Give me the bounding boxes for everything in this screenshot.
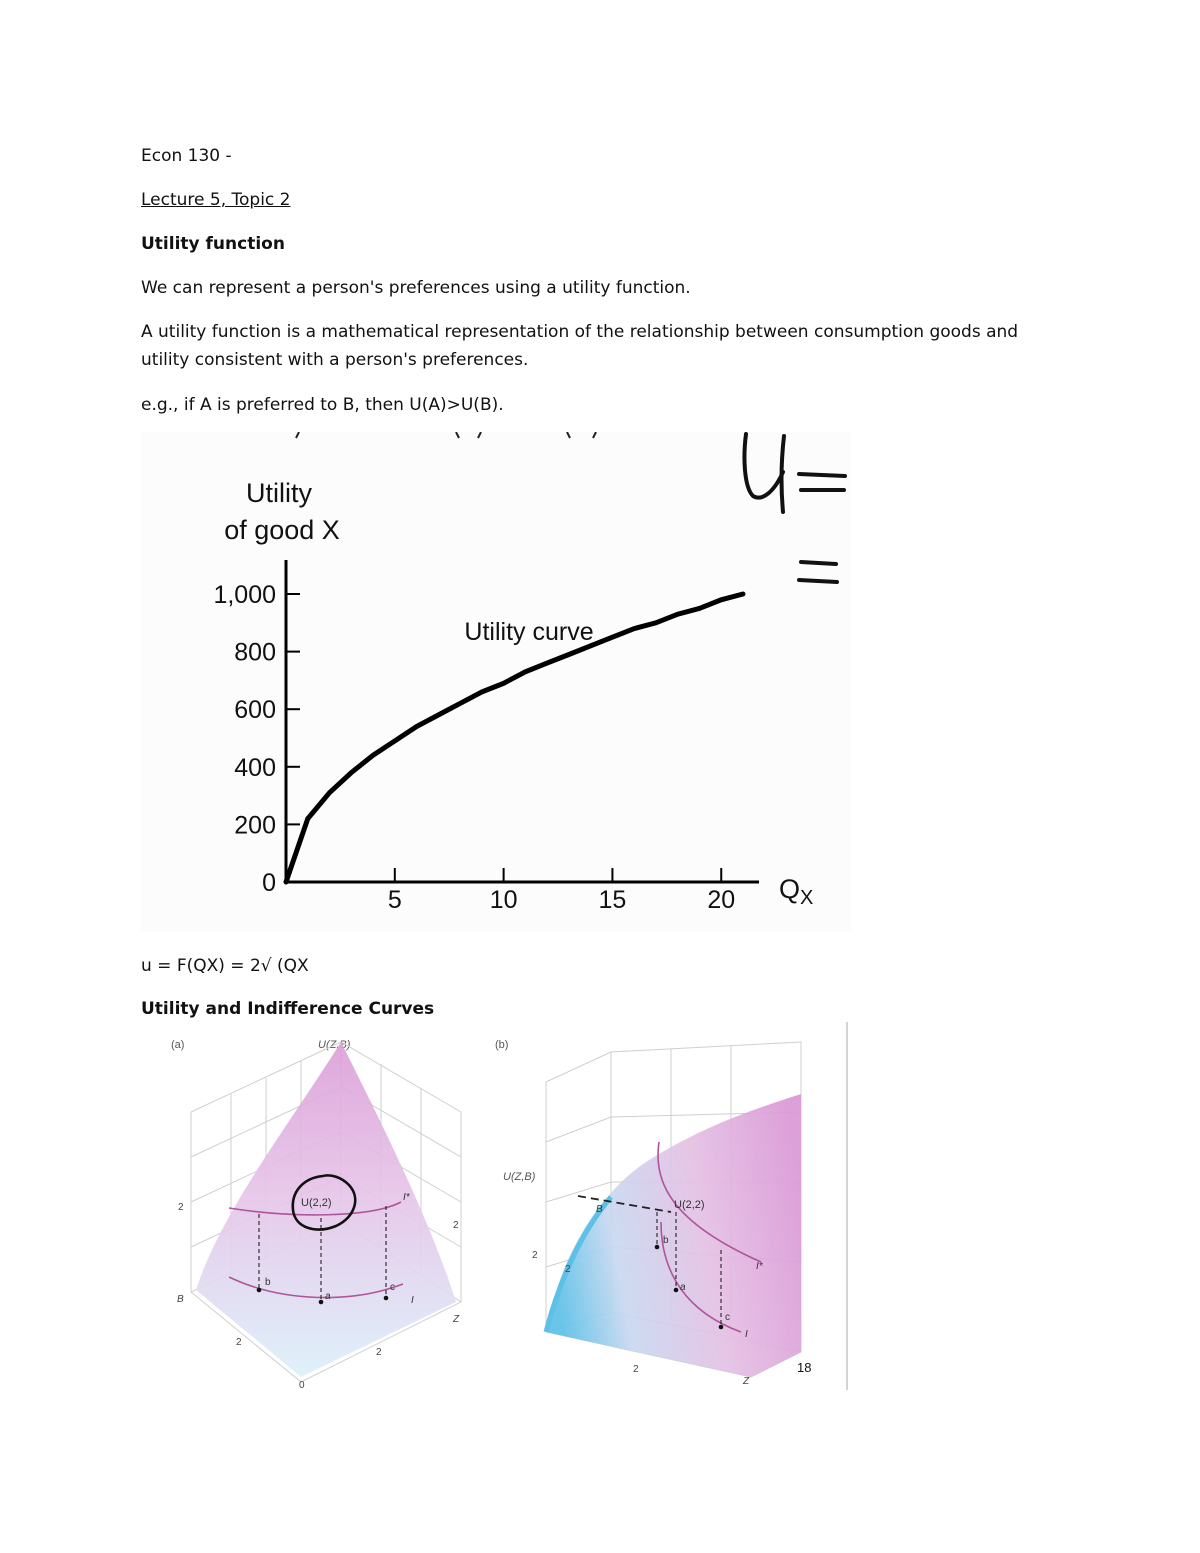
x-axis-label-sub: X [800, 887, 814, 909]
x-tick-label: 20 [707, 886, 736, 914]
section-heading-indifference: Utility and Indifference Curves [141, 999, 435, 1019]
paragraph-definition: A utility function is a mathematical representation of the relationship between consumption goods and utility consistent with a person's preferences. [141, 322, 1019, 370]
fig-a-panel-label: (a) [171, 1039, 185, 1051]
y-tick-label: 1,000 [213, 581, 276, 609]
utility-curve-chart [141, 432, 851, 932]
figure-b [495, 1039, 801, 1387]
fig-a-pt-b-label: b [265, 1277, 271, 1288]
fig-a-point-a [319, 1300, 324, 1305]
x-tick-label: 15 [598, 886, 627, 914]
surface-figures-svg [141, 1022, 851, 1392]
fig-a-point-b [257, 1288, 262, 1293]
fig-a-origin: 0 [299, 1380, 305, 1391]
cropped-text-fragments [296, 432, 596, 438]
fig-b-curve-bottom-label: I [745, 1329, 748, 1340]
fig-a-z-axis-label: Z [453, 1314, 460, 1325]
utility-surface-figures [141, 1022, 851, 1392]
fig-b-z-axis-label: Z [743, 1376, 750, 1387]
x-tick-labels [388, 868, 735, 914]
section-heading-utility-function: Utility function [141, 234, 285, 254]
y-axis-label-line2: of good X [224, 515, 340, 545]
fig-a-tick-right: 2 [453, 1220, 459, 1231]
formula: u = F(QX) = 2√ (QX [141, 956, 309, 976]
figure-a [171, 1039, 461, 1391]
paragraph-preferences: We can represent a person's preferences using a utility function. [141, 278, 691, 298]
fig-a-u-axis-label: U(Z,B) [318, 1039, 351, 1051]
y-tick-label: 400 [234, 753, 276, 782]
x-tick-label: 5 [387, 886, 402, 914]
fig-a-curve-top-label: I* [403, 1192, 410, 1203]
fig-b-u-axis-label: U(Z,B) [503, 1171, 536, 1183]
fig-a-pt-c-label: c [390, 1282, 395, 1293]
fig-b-tick-left: 2 [532, 1250, 538, 1261]
y-tick-label: 600 [234, 696, 276, 725]
utility-curve-label: Utility curve [464, 618, 594, 646]
fig-b-pt-a-label: a [680, 1282, 686, 1293]
fig-a-tick-b: 2 [236, 1337, 242, 1348]
fig-b-point-b [655, 1245, 660, 1250]
fig-b-point-c [719, 1325, 724, 1330]
fig-b-tick-inner: 2 [565, 1264, 571, 1275]
chart-axes [286, 560, 759, 882]
fig-a-curve-bottom-label: I [411, 1295, 414, 1306]
course-title: Econ 130 - [141, 146, 232, 166]
y-tick-label: 0 [262, 869, 276, 897]
fig-a-tick-z: 2 [376, 1347, 382, 1358]
lecture-title: Lecture 5, Topic 2 [141, 190, 291, 210]
fig-b-point-a [674, 1288, 679, 1293]
fig-b-curve-top-label: I* [756, 1261, 763, 1272]
fig-b-panel-label: (b) [495, 1039, 509, 1051]
fig-b-point-label: U(2,2) [674, 1199, 705, 1211]
fig-a-point-c [384, 1296, 389, 1301]
fig-b-tick-z: 2 [633, 1364, 639, 1375]
fig-a-tick-left: 2 [178, 1202, 184, 1213]
fig-b-b-axis-label: B [596, 1204, 603, 1215]
y-tick-label: 800 [234, 638, 276, 667]
page-number: 18 [797, 1360, 812, 1375]
y-tick-label: 200 [234, 811, 276, 840]
fig-a-b-axis-label: B [177, 1294, 184, 1305]
fig-b-pt-b-label: b [663, 1235, 669, 1246]
x-axis-label-main: Q [779, 874, 801, 904]
x-tick-label: 10 [489, 886, 518, 914]
y-axis-label-line1: Utility [246, 478, 312, 508]
utility-chart-svg [141, 432, 851, 932]
fig-a-point-label: U(2,2) [301, 1197, 332, 1209]
x-axis-label [779, 874, 813, 909]
fig-a-pt-a-label: a [325, 1291, 331, 1302]
fig-b-pt-c-label: c [725, 1312, 730, 1323]
paragraph-example: e.g., if A is preferred to B, then U(A)>U(B). [141, 395, 504, 415]
